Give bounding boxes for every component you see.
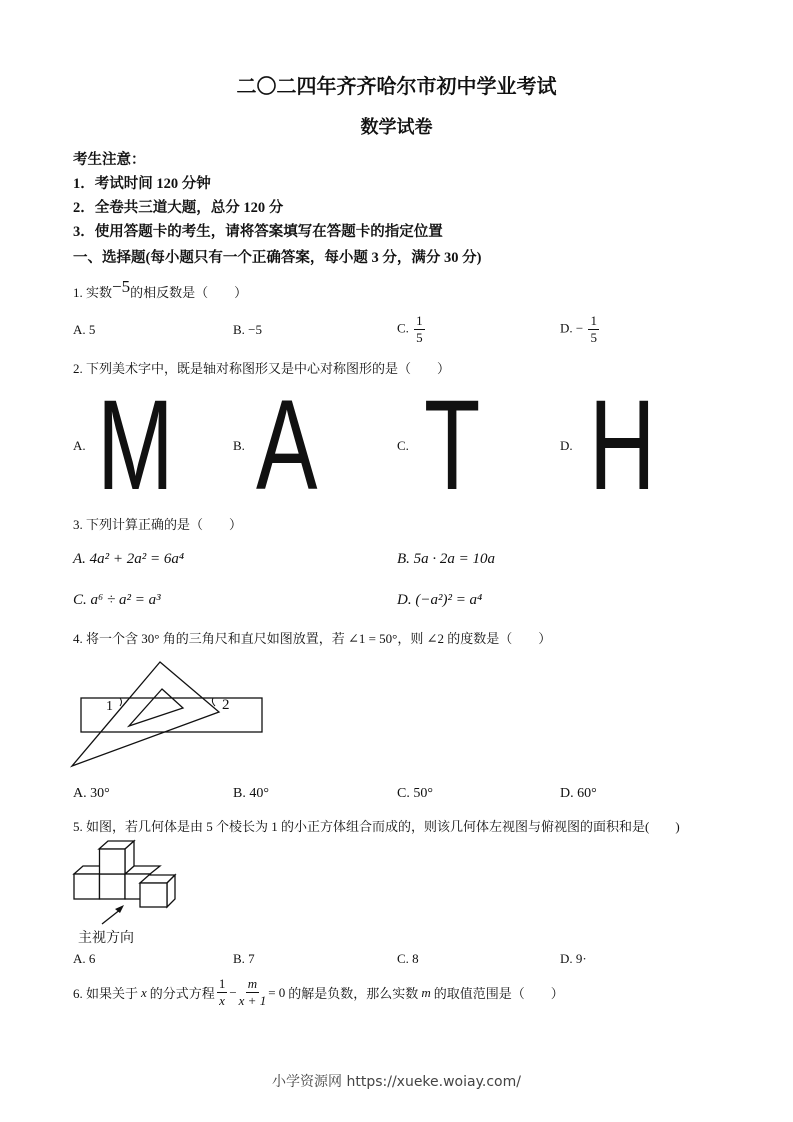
- question-5: 5. 如图，若几何体是由 5 个棱长为 1 的小正方体组合而成的，则该几何体左视图与俯视图的面积和是( ): [73, 819, 680, 834]
- minus-sign: −: [229, 984, 237, 1000]
- q5-option-c: C. 8: [397, 951, 419, 966]
- q5-option-a: A. 6: [73, 951, 96, 966]
- variable-x: x: [141, 984, 147, 1000]
- angle-1-label: 1: [106, 699, 113, 714]
- notice-item: 2．全卷共三道大题，总分 120 分: [73, 200, 284, 216]
- q3-option-c: C. a⁶ ÷ a² = a³: [73, 592, 161, 608]
- numerator: 1: [218, 976, 226, 991]
- exam-title: 二〇二四年齐齐哈尔市初中学业考试: [236, 76, 557, 98]
- q6-stem: 的取值范围是（ ）: [433, 986, 564, 1001]
- question-2: 2. 下列美术字中，既是轴对称图形又是中心对称图形的是（ ）: [73, 361, 451, 376]
- q1-option-d: [560, 313, 601, 346]
- q4-option-d: D. 60°: [560, 786, 597, 801]
- q2-label-d: D.: [560, 438, 573, 453]
- q2-label-a: A.: [73, 438, 86, 453]
- q6-stem: 6. 如果关于: [73, 986, 139, 1001]
- q1-option-b: B. −5: [233, 322, 263, 337]
- arrow-head: [115, 905, 124, 913]
- set-square-outer: [72, 662, 219, 766]
- question-4: 4. 将一个含 30° 角的三角尺和直尺如图放置，若 ∠1 = 50°，则 ∠2 的度数是（ ）: [73, 631, 552, 646]
- q1-option-c: [397, 313, 427, 346]
- q6-stem: 的分式方程: [149, 986, 215, 1001]
- question-1: [73, 277, 248, 302]
- numerator: 1: [590, 313, 597, 328]
- q4-option-c: C. 50°: [397, 786, 433, 801]
- q3-option-d: D. (−a²)² = a⁴: [397, 592, 483, 608]
- fraction: [414, 313, 425, 346]
- notice-item: 3．使用答题卡的考生，请将答案填写在答题卡的指定位置: [73, 224, 443, 240]
- q3-option-b: B. 5a · 2a = 10a: [397, 551, 496, 567]
- angle-1-arc: [120, 698, 122, 706]
- cubes-figure: [74, 841, 175, 907]
- letter-t: T: [424, 374, 481, 517]
- numerator: 1: [416, 313, 423, 328]
- q2-label-b: B.: [233, 438, 245, 453]
- denominator: 5: [416, 330, 423, 345]
- letter-a: A: [256, 374, 318, 517]
- notice-item: 1．考试时间 120 分钟: [73, 176, 211, 192]
- q1-stem-end: 的相反数是（ ）: [130, 285, 248, 300]
- set-square-inner: [129, 689, 183, 726]
- denominator: x + 1: [238, 993, 267, 1008]
- q5-option-d: D. 9·: [560, 951, 587, 966]
- q6-stem: 的解是负数，那么实数: [288, 986, 419, 1001]
- question-3: 3. 下列计算正确的是（ ）: [73, 517, 243, 532]
- q1-option-a: A. 5: [73, 322, 96, 337]
- q1-stem: 1. 实数: [73, 285, 113, 300]
- fraction-m-over-x-plus-1: [239, 976, 267, 1009]
- letter-m: M: [97, 374, 174, 517]
- exam-subtitle: 数学试卷: [360, 117, 433, 137]
- denominator: 5: [590, 330, 597, 345]
- q2-label-c: C.: [397, 438, 409, 453]
- q4-option-b: B. 40°: [233, 786, 269, 801]
- notice-heading: 考生注意：: [73, 152, 146, 168]
- section-heading: 一、选择题(每小题只有一个正确答案，每小题 3 分，满分 30 分): [73, 250, 482, 266]
- angle-2-label: 2: [222, 697, 230, 713]
- variable-m: m: [421, 984, 431, 1000]
- fraction-1-over-x: [217, 976, 228, 1009]
- numerator: m: [247, 976, 258, 991]
- option-label: D. −: [560, 320, 584, 336]
- letter-h: H: [589, 374, 656, 517]
- view-direction-arrow: [102, 909, 121, 924]
- footer-watermark: 小学资源网 https://xueke.woiay.com/: [272, 1074, 521, 1090]
- view-direction-label: 主视方向: [78, 930, 134, 946]
- question-6: [73, 976, 564, 1009]
- denominator: x: [219, 993, 225, 1008]
- option-label: C.: [397, 320, 409, 336]
- angle-2-arc: [212, 698, 215, 706]
- q5-option-b: B. 7: [233, 951, 255, 966]
- q1-number: −5: [112, 277, 131, 296]
- q4-option-a: A. 30°: [73, 786, 110, 801]
- fraction: [588, 313, 599, 346]
- q3-option-a: A. 4a² + 2a² = 6a⁴: [73, 551, 185, 567]
- equals-zero: = 0: [268, 984, 286, 1000]
